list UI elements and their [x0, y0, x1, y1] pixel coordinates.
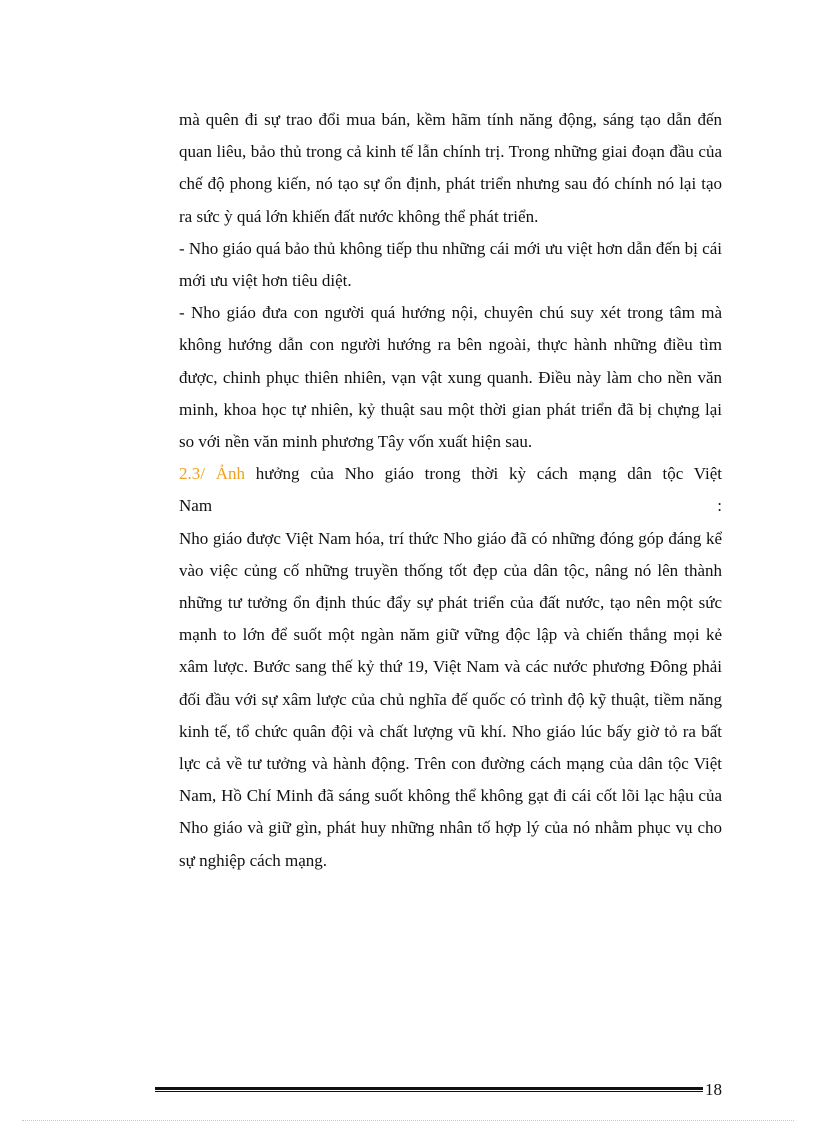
footer-rule [155, 1087, 703, 1092]
paragraph: mà quên đi sự trao đổi mua bán, kềm hãm tính năng động, sáng tạo dẫn đến quan liêu, bảo thủ trong cả kinh tế lẫn chính trị. Trong những giai đoạn đầu của chế độ phong kiến, nó tạo sự ổn định, phát triển nhưng sau đó chính nó lại tạo ra sức ỳ quá lớn khiến đất nước không thể phát triển. [179, 110, 722, 226]
section-heading [179, 458, 722, 490]
section-number: 2.3/ [179, 464, 205, 484]
page-bottom-border [22, 1120, 794, 1121]
section-heading-last-word: Nam [179, 496, 213, 516]
page-number: 18 [705, 1080, 722, 1099]
paragraph: Nho giáo được Việt Nam hóa, trí thức Nho giáo đã có những đóng góp đáng kể vào việc củng cố những truyền thống tốt đẹp của dân tộc, nâng nó lên thành những tư tưởng ổn định thúc đẩy sự phát triển của đất nước, tạo nên một sức mạnh to lớn để suốt một ngàn năm giữ vững độc lập và chiến thắng mọi kẻ xâm lược. Bước sang thế kỷ thứ 19, Việt Nam và các nước phương Đông phải đối đầu với sự xâm lược của chủ nghĩa đế quốc có trình độ kỹ thuật, tiềm năng kinh tế, tổ chức quân đội và chất lượng vũ khí. Nho giáo lúc bấy giờ tỏ ra bất lực cả về tư tưởng và hành động. Trên con đường cách mạng của dân tộc Việt Nam, Hồ Chí Minh đã sáng suốt không thể không gạt đi cái cốt lõi lạc hậu của Nho giáo và giữ gìn, phát huy những nhân tố hợp lý của nó nhằm phục vụ cho sự nghiệp cách mạng. [179, 528, 722, 870]
bullet-paragraph: - Nho giáo quá bảo thủ không tiếp thu những cái mới ưu việt hơn dẫn đến bị cái mới ưu việt hơn tiêu diệt. [179, 238, 722, 291]
section-heading-text: hưởng của Nho giáo trong thời kỳ cách mạng dân tộc Việt [255, 464, 722, 484]
section-heading-colon: : [717, 496, 722, 516]
bullet-paragraph: - Nho giáo đưa con người quá hướng nội, chuyên chú suy xét trong tâm mà không hướng dẫn con người hướng ra bên ngoài, thực hành những điều tìm được, chinh phục thiên nhiên, vạn vật xung quanh. Điều này làm cho nền văn minh, khoa học tự nhiên, kỷ thuật sau một thời gian phát triển đã bị chựng lại so với nền văn minh phương Tây vốn xuất hiện sau. [179, 303, 722, 452]
page-footer [155, 1082, 725, 1106]
section-heading-highlight: Ảnh [215, 464, 246, 484]
document-body [179, 104, 722, 877]
section-heading-continuation [179, 490, 722, 522]
